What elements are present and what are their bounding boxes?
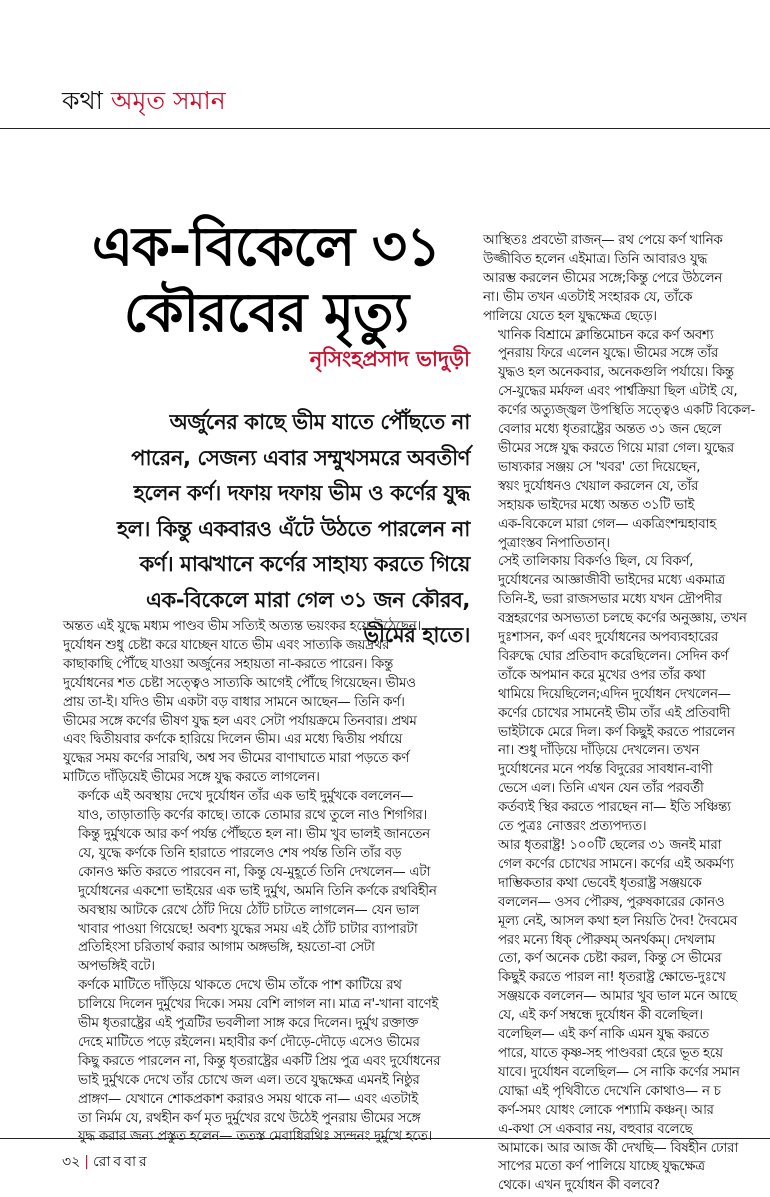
- body-line: আর ধৃতরাষ্ট্র! ১০০টি ছেলের ৩১ জনই মারা: [498, 838, 722, 853]
- body-line: থেকে। এখন দুর্যোধন কী বলবে?: [498, 1178, 660, 1194]
- body-line: কিছু করতে পারলেন না, কিন্তু ধৃতরাষ্ট্রের একটি প্রিয় পুত্র এবং দুর্যোধনের: [78, 1053, 441, 1069]
- body-line: কর্ণকে মাটিতে দাঁড়িয়ে থাকতে দেখে ভীম তাঁকে পাশ কাটিয়ে রথ: [78, 978, 402, 994]
- body-line: আরম্ভ করলেন ভীমের সঙ্গে;কিন্তু পেরে উঠলেন: [483, 270, 722, 286]
- body-line: কর্ণের চোখের সামনেই ভীম তাঁর এই প্রতিবাদী: [498, 705, 730, 721]
- standfirst-line: হলেন কর্ণ। দফায় দফায় ভীম ও কর্ণের যুদ্ধ: [133, 481, 470, 505]
- body-line: বিরুদ্ধে ঘোর প্রতিবাদ করেছিলেন। সেদিন কর্ণ: [498, 648, 729, 664]
- body-line: দুর্যোধনের আজ্ঞাজীবী ভাইদের মধ্যে একমাত্র: [498, 573, 725, 589]
- body-line: তা নির্মম যে, রথহীন কর্ণ মৃত দুর্মুখের রথে উঠেই পুনরায় ভীমের সঙ্গে: [78, 1110, 421, 1126]
- body-line: ভীম ধৃতরাষ্ট্রের এই পুত্রটির ভবলীলা সাঙ্গ করে দিলেন। দুর্মুখ রক্তাক্ত: [78, 1016, 419, 1032]
- body-line: কিন্তু দুর্মুখকে আর কর্ণ পর্যন্ত পৌঁছতে হল না। ভীম খুব ভালই জানতেন: [78, 826, 430, 842]
- body-line: যে, যুদ্ধে কর্ণকে তিনি হারাতে পারলেও শেষ পর্যন্ত তিনি তাঁর বড়: [78, 845, 402, 861]
- body-column-left: [63, 618, 475, 1147]
- standfirst-line: ভীমের হাতে।: [363, 623, 470, 647]
- title-line: কৌরবের মৃত্যু: [123, 281, 409, 344]
- body-line: প্রতিহিংসা চরিতার্থ করার আগাম অঙ্গভঙ্গি, হয়তো-বা সেটা: [78, 940, 375, 956]
- body-line: তো, কর্ণ অনেক চেষ্টা করল, কিন্তু সে ভীমের: [498, 951, 722, 967]
- page-number: ৩২: [62, 1154, 81, 1170]
- body-paragraph: [63, 618, 475, 788]
- body-paragraph: [483, 232, 758, 327]
- body-line: অন্তত এই যুদ্ধে মধ্যম পাণ্ডব ভীম সত্যিই অত্যন্ত ভয়ংকর হয়ে উঠেছেন।: [63, 619, 421, 634]
- body-line: না। ভীম তখন এতটাই সংহারক যে, তাঁকে: [483, 289, 693, 305]
- body-line: দুঃশাসন, কর্ণ এবং দুর্যোধনের অপব্যবহারের: [498, 630, 718, 646]
- footer-rule: [0, 1138, 770, 1139]
- body-line: দুর্যোধন শুধু চেষ্টা করে যাচ্ছেন যাতে ভীম এবং সাত্যকি জয়দ্রথর: [63, 637, 390, 653]
- section-header: [62, 86, 226, 116]
- body-line: গেল কর্ণের চোখের সামনে। কর্ণের এই অকর্মণ্য: [498, 856, 734, 872]
- body-line: বললেন— ওসব পৌরুষ, পুরুষকারের কোনও: [498, 894, 725, 910]
- body-line: বলেছিল— এই কর্ণ নাকি এমন যুদ্ধ করতে: [498, 1027, 709, 1043]
- section-header-highlight: অমৃত সমান: [110, 86, 226, 115]
- body-line: এ-কথা সে একবার নয়, বহুবার বলেছে: [498, 1121, 693, 1137]
- standfirst-line: হল। কিন্তু একবারও এঁটে উঠতে পারলেন না: [116, 516, 470, 541]
- body-line: যোদ্ধা এই পৃথিবীতে দেখেনি কোথাও— ন চ: [498, 1083, 721, 1099]
- body-line: তিনি-ই, ভরা রাজসভার মধ্যে যখন দ্রৌপদীর: [498, 592, 722, 608]
- body-line: যুদ্ধ করার জন্য প্রস্তুত হলেন— ততস্ত মেবাধিরথিঃ স্যন্দনং দুর্মুখে হতে।: [78, 1129, 432, 1145]
- body-line: খাবার পাওয়া গিয়েছে! অবশ্য যুদ্ধের সময় এই ঠোঁট চাটার ব্যাপারটা: [78, 921, 418, 937]
- body-line: কর্তব্যই স্থির করতে পারছেন না— ইতি সঞ্চিন্ত্য: [498, 800, 731, 816]
- body-line: আমাকে। আর আজ কী দেখছি— বিষহীন ঢোরা: [498, 1140, 739, 1156]
- body-line: কোনও ক্ষতি করতে পারবেন না, কিন্তু যে-মুহূর্তে তিনি দেখলেন— এটা: [78, 864, 431, 880]
- author-byline: নৃসিংহপ্রসাদ ভাদুড়ী: [309, 347, 470, 371]
- body-paragraph: [63, 977, 475, 1147]
- standfirst-line: এক-বিকেলে মারা গেল ৩১ জন কৌরব,: [145, 587, 470, 612]
- body-line: ভাই দুর্মুখকে দেখে তাঁর চোখে জল এল। তবে যুদ্ধক্ষেত্র এমনই নিষ্ঠুর: [78, 1072, 420, 1088]
- body-line: যুদ্ধও হল অনেকবার, অনেকগুলি পর্যায়ে। কিন্তু: [498, 365, 734, 381]
- body-line: বেলার মধ্যে ধৃতরাষ্ট্রের অন্তত ৩১ জন ছেলে: [498, 422, 722, 438]
- body-paragraph: [483, 327, 758, 554]
- body-line: থামিয়ে দিয়েছিলেন;এদিন দুর্যোধন দেখলেন—: [498, 686, 731, 702]
- body-line: কাছাকাছি পৌঁছে যাওয়া অর্জুনের সহায়তা না-করতে পারেন। কিন্তু: [63, 656, 393, 672]
- body-line: সেই তালিকায় বিকর্ণও ছিল, যে বিকর্ণ,: [498, 554, 694, 570]
- body-line: প্রাঙ্গণ— যেখানে শোকপ্রকাশ করারও সময় থাকে না— এবং এতটাই: [78, 1091, 418, 1107]
- body-line: তাঁকে অপমান করে মুখের ওপর তাঁর কথা: [498, 667, 706, 683]
- body-line: মূল্য নেই, আসল কথা হল নিয়তি দৈব! দৈবমেব: [498, 913, 738, 929]
- body-line: সে-যুদ্ধের মর্মফল এবং পার্শ্বক্রিয়া ছিল এটাই যে,: [498, 384, 738, 400]
- body-line: যাবে। দুর্যোধন বলেছিল— সে নাকি কর্ণের সমান: [498, 1064, 740, 1080]
- title-line: এক-বিকেলে ৩১: [91, 215, 441, 278]
- section-header-prefix: কথা: [62, 86, 103, 115]
- body-line: ভীমের সঙ্গে যুদ্ধ করতে গিয়ে মারা গেল। যুদ্ধের: [498, 440, 734, 456]
- body-line: দুর্যোধনের শত চেষ্টা সত্ত্বেও সাত্যকি আগেই পৌঁছে গিয়েছেন। ভীমও: [63, 675, 416, 691]
- body-line: দুর্যোধনের মনে পর্যন্ত বিদুরের সাবধান-বাণী: [498, 762, 713, 778]
- standfirst: [112, 405, 470, 654]
- body-line: দুর্যোধনের একশো ভাইয়ের এক ভাই দুর্মুখ, অমনি তিনি কর্ণকে রথবিহীন: [78, 883, 437, 899]
- body-line: যে, এই কর্ণ সম্বন্ধে দুর্যোধন কী বলেছিল।: [498, 1008, 703, 1024]
- body-line: বস্ত্রহরণের অসভ্যতা চলছে কর্ণের অনুজ্ঞায়, তখন: [498, 611, 747, 627]
- body-line: স্বয়ং দুর্যোধনও খেয়াল করলেন যে, তাঁর: [498, 478, 699, 494]
- body-line: সঞ্জয়কে বললেন— আমার খুব ভাল মনে আছে: [498, 989, 737, 1005]
- body-line: উজ্জীবিত হলেন এইমাত্র। তিনি আবারও যুদ্ধ: [483, 251, 707, 267]
- body-column-right: [483, 232, 758, 1196]
- standfirst-line: কর্ণ। মাঝখানে কর্ণের সাহায্য করতে গিয়ে: [139, 552, 470, 576]
- body-paragraph: [483, 837, 758, 1196]
- body-line: যুদ্ধের সময় কর্ণের সারথি, অশ্ব সব ভীমের বাণাঘাতে মারা পড়তে কর্ণ: [63, 751, 409, 767]
- body-line: ভেসে এল। তিনি এখন যেন তাঁর পরবর্তী: [498, 781, 704, 797]
- body-line: পারে, যাতে কৃষ্ণ-সহ পাণ্ডবরা হেরে ভূত হয়ে: [498, 1045, 723, 1061]
- body-line: কর্ণের অত্যুজ্জ্বল উপস্থিতি সত্ত্বেও একটি বিকেল-: [498, 403, 756, 419]
- standfirst-line: অর্জুনের কাছে ভীম যাতে পৌঁছতে না: [169, 410, 470, 434]
- body-line: মাটিতে দাঁড়িয়েই ভীমের সঙ্গে যুদ্ধ করতে লাগলেন।: [63, 770, 320, 786]
- body-line: কিছুই করতে পারল না! ধৃতরাষ্ট্র ক্ষোভে-দুঃখে: [498, 970, 726, 986]
- body-line: না। শুধু দাঁড়িয়ে দাঁড়িয়ে দেখলেন। তখন: [498, 743, 700, 759]
- standfirst-line: পারেন, সেজন্য এবার সম্মুখসমরে অবতীর্ণ: [131, 445, 470, 470]
- article-title: [60, 214, 472, 346]
- body-line: পরং মন্যে ধিক্ পৌরুষম্ অনর্থকম্। দেখলাম: [498, 932, 715, 948]
- body-line: আস্থিতঃ প্রবভৌ রাজন্— রথ পেয়ে কর্ণ খানিক: [483, 233, 723, 248]
- body-line: ভাষ্যকার সঞ্জয় সে 'খবর' তো দিয়েছেন,: [498, 459, 701, 475]
- page-footer: [62, 1153, 150, 1171]
- body-line: দেহে মাটিতে পড়ে রইলেন। মহাবীর কর্ণ দৌড়ে-দৌড়ে এসেও ভীমের: [78, 1034, 420, 1050]
- body-line: যাও, তাড়াতাড়ি কর্ণের কাছে। তাকে তোমার রথে তুলে নাও শিগগির।: [78, 808, 428, 824]
- body-line: তে পুত্রঃ নোত্তরং প্রত্যপদ্যত।: [498, 819, 647, 835]
- body-paragraph: [63, 788, 475, 977]
- footer-separator: |: [84, 1154, 89, 1170]
- top-rule: [0, 128, 770, 129]
- body-line: প্রায় তা-ই। যদিও ভীম একটা বড় বাধার সামনে আছেন— তিনি কর্ণ।: [63, 694, 405, 710]
- magazine-name: রোববার: [92, 1154, 150, 1170]
- body-line: দাম্ভিকতার কথা ভেবেই ধৃতরাষ্ট্র সঞ্জয়কে: [498, 875, 702, 891]
- body-paragraph: [483, 553, 758, 837]
- body-line: অবস্থায় আটকে রেখে ঠোঁট দিয়ে ঠোঁট চাটতে লাগলেন— যেন ভাল: [78, 902, 420, 918]
- body-line: সহায়ক ভাইদের মধ্যে অন্তত ৩১টি ভাই: [498, 497, 695, 513]
- body-line: ভীমের সঙ্গে কর্ণের ভীষণ যুদ্ধ হল এবং সেটা পর্যায়ক্রমে তিনবার। প্রথম: [63, 713, 417, 729]
- body-line: এবং দ্বিতীয়বার কর্ণকে হারিয়ে দিলেন ভীম। এর মধ্যে দ্বিতীয় পর্যায়ে: [63, 732, 403, 748]
- body-line: ভাইটাকে মেরে দিল। কর্ণ কিছুই করতে পারলেন: [498, 724, 735, 740]
- body-line: কর্ণ-সমং যোধং লোকে পশ্যামি কঞ্চন্। আর: [498, 1102, 714, 1118]
- body-line: চালিয়ে দিলেন দুর্মুখের দিকে। সময় বেশি লাগল না। মাত্র ন'-খানা বাণেই: [78, 997, 439, 1013]
- body-line: কর্ণকে এই অবস্থায় দেখে দুর্যোধন তাঁর এক ভাই দুর্মুখকে বললেন—: [78, 789, 414, 805]
- body-line: খানিক বিশ্রামে ক্লান্তিমোচন করে কর্ণ অবশ্য: [498, 327, 714, 343]
- body-line: এক-বিকেলে মারা গেল— একত্রিংশন্মহাবাহ: [498, 516, 716, 532]
- body-line: পুত্রাংস্তব নিপাতিতান্।: [498, 535, 610, 551]
- body-line: পুনরায় ফিরে এলেন যুদ্ধে। ভীমের সঙ্গে তাঁর: [498, 346, 718, 362]
- body-line: সাপের মতো কর্ণ পালিয়ে যাচ্ছে যুদ্ধক্ষেত্র: [498, 1159, 705, 1175]
- body-line: অপভঙ্গিই বটে।: [78, 959, 155, 975]
- body-line: পালিয়ে যেতে হল যুদ্ধক্ষেত্র ছেড়ে।: [483, 308, 657, 324]
